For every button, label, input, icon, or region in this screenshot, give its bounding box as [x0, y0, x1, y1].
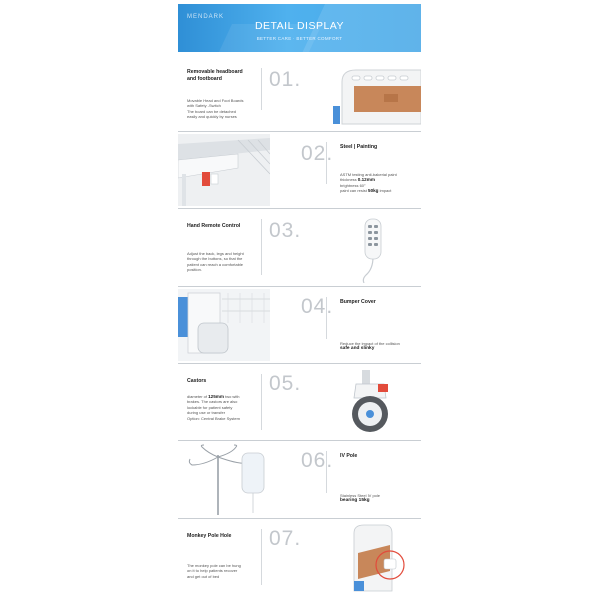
divider	[261, 219, 262, 275]
section-title: Castors	[187, 378, 207, 384]
section-monkey-pole-hole	[178, 521, 421, 593]
section-number: 07.	[269, 527, 302, 550]
page-subtitle: BETTER CARE · BETTER COMFORT	[256, 36, 343, 41]
section-description: Movable Head and Foot Boards with Safety -Switch The board can be detached easily and quickly by nurses	[187, 98, 244, 120]
section-castors	[178, 366, 421, 438]
page-title: DETAIL DISPLAY	[254, 20, 345, 32]
divider	[261, 374, 262, 430]
header-banner	[178, 4, 421, 52]
section-title: Removable headboard	[187, 69, 243, 75]
section-title: Bumper Cover	[340, 299, 376, 305]
castor-wheel-image	[348, 368, 398, 438]
section-remote-control	[178, 211, 421, 283]
section-title: Monkey Pole Hole	[187, 533, 232, 539]
section-title: IV Pole	[340, 453, 358, 459]
section-title: Hand Remote Control	[187, 223, 241, 229]
brand-logo-text: MENDARK	[187, 14, 225, 20]
section-description: Stainless Steel IV pole bearing 15kg	[340, 493, 381, 504]
section-number: 06.	[301, 449, 334, 472]
remote-control-image	[358, 217, 388, 283]
section-title-line2: and footboard	[187, 76, 222, 82]
section-description: Reduce the impact of the collision safe and slinky	[340, 341, 400, 352]
divider	[261, 68, 262, 110]
section-number: 01.	[269, 68, 302, 91]
headboard-image	[330, 64, 421, 126]
monkey-pole-hole-image	[344, 523, 410, 593]
section-description: Adjust the back, legs and height through the buttons, so that the patient can reach a comfortable position.	[187, 251, 244, 273]
section-description: ASTM testing anti-bakerial paint thickness 0.12mm brightness 60° paint can resist 50kg impact	[340, 172, 397, 194]
bumper-cover-image	[178, 289, 270, 361]
section-description: diameter of 125mm two with brakes. The castors are also lockable for patient safety during use or transfer Option: Central Brake System	[187, 394, 240, 421]
section-description: The monkey pole can be hung on it to help patients recover and get out of bed	[187, 563, 241, 579]
section-title: Steel | Painting	[340, 144, 378, 150]
section-bumper-cover	[178, 289, 421, 361]
section-steel-painting	[178, 134, 421, 206]
steel-frame-image	[178, 134, 270, 206]
section-number: 05.	[269, 372, 302, 395]
section-number: 02.	[301, 142, 334, 165]
divider	[261, 529, 262, 585]
section-number: 04.	[301, 295, 334, 318]
section-headboard	[178, 60, 421, 130]
detail-page	[178, 0, 421, 600]
section-iv-pole	[178, 443, 421, 515]
section-number: 03.	[269, 219, 302, 242]
iv-pole-image	[178, 443, 270, 515]
